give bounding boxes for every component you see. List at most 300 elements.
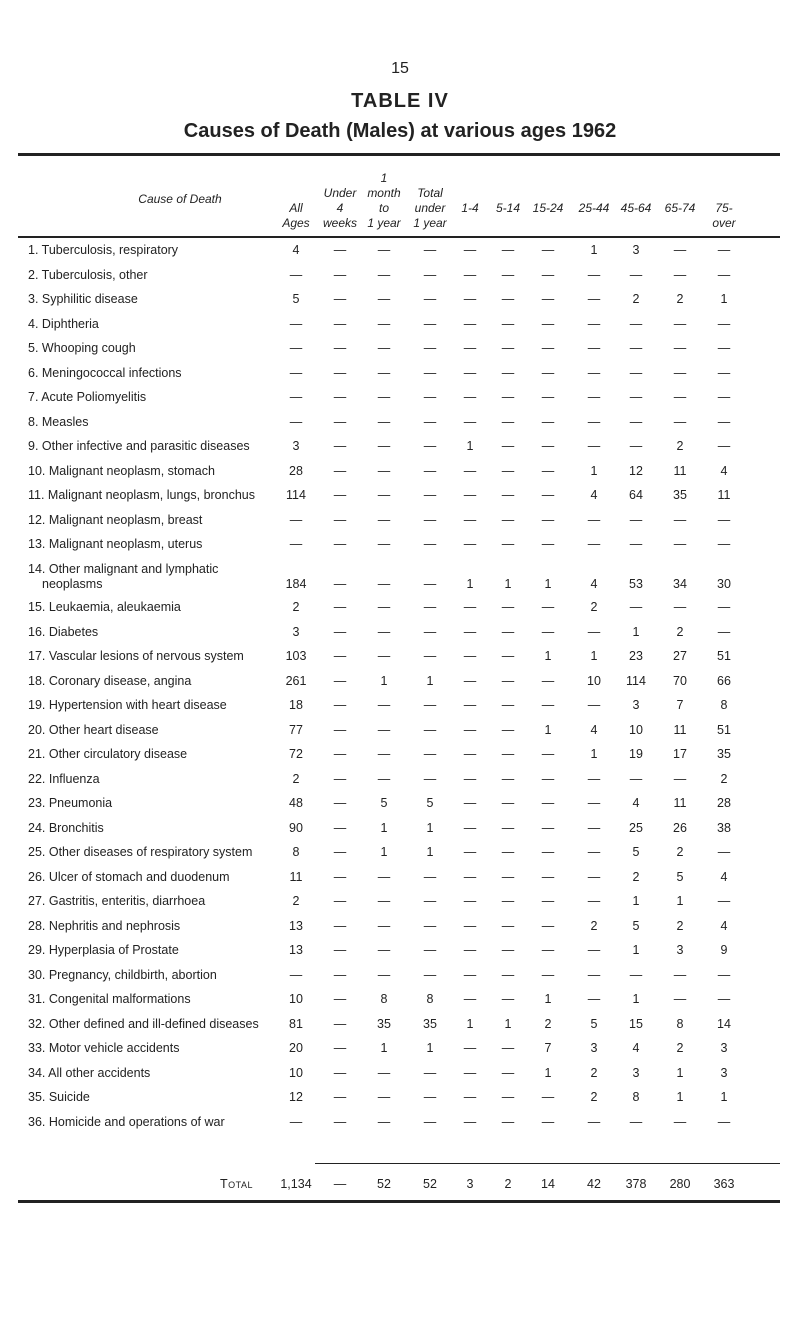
table-row [0, 796, 800, 818]
table-cell: — [463, 316, 477, 331]
table-cell: 11 [289, 869, 303, 884]
table-cell: — [587, 992, 601, 1006]
table-cell: — [333, 1065, 347, 1080]
table-row [0, 464, 800, 486]
table-cell: — [501, 1041, 515, 1055]
table-cell: — [423, 624, 437, 639]
table-cell: 7 [676, 698, 684, 712]
row-label: 10. Malignant neoplasm, stomach [28, 463, 215, 478]
table-cell: — [501, 243, 515, 257]
table-cell: — [333, 624, 347, 639]
table-cell: — [333, 649, 347, 663]
table-cell: 35 [377, 1016, 391, 1031]
table-cell: — [333, 576, 347, 591]
table-cell: — [501, 624, 515, 639]
table-row [0, 366, 800, 388]
table-cell: 90 [289, 820, 303, 835]
table-row [0, 268, 800, 290]
table-cell: — [717, 512, 731, 527]
table-row [0, 1041, 800, 1063]
table-cell: — [377, 316, 391, 331]
table-cell: — [423, 341, 437, 355]
table-cell: — [541, 820, 555, 835]
row-label: 16. Diabetes [28, 624, 99, 639]
table-cell: 2 [632, 292, 640, 306]
table-cell: 1 [504, 576, 512, 591]
table-cell: 3 [292, 624, 300, 639]
table-cell: — [463, 649, 477, 663]
table-cell: — [289, 512, 303, 527]
table-cell: 1 [426, 1041, 434, 1055]
table-cell: 4 [590, 576, 598, 591]
table-cell: — [289, 1114, 303, 1129]
table-cell: — [541, 796, 555, 810]
table-cell: — [377, 869, 391, 884]
table-cell: 261 [285, 673, 307, 688]
table-cell: — [377, 292, 391, 306]
table-cell: — [541, 869, 555, 884]
row-label: 5. Whooping cough [28, 341, 136, 355]
table-cell: — [717, 439, 731, 453]
table-cell: — [501, 894, 515, 908]
table-cell: — [501, 943, 515, 957]
table-cell: — [587, 414, 601, 429]
table-row [0, 992, 800, 1014]
table-cell: — [333, 1016, 347, 1031]
table-cell: — [289, 365, 303, 380]
table-cell: — [541, 267, 555, 282]
table-cell: — [587, 537, 601, 551]
table-cell: — [333, 243, 347, 257]
table-cell: 3 [676, 943, 684, 957]
table-cell: — [423, 600, 437, 614]
table-cell: 2 [676, 439, 684, 453]
table-row [0, 919, 800, 941]
table-cell: 9 [720, 943, 728, 957]
table-cell: — [629, 316, 643, 331]
table-cell: — [463, 992, 477, 1006]
table-cell: 2 [292, 600, 300, 614]
table-cell: — [673, 512, 687, 527]
row-label: 24. Bronchitis [28, 820, 104, 835]
table-cell: 4 [720, 463, 728, 478]
table-cell: — [629, 537, 643, 551]
row-label: 9. Other infective and parasitic diseases [28, 439, 250, 453]
table-cell: 48 [289, 796, 303, 810]
table-cell: — [587, 845, 601, 859]
table-cell: 8 [380, 992, 388, 1006]
table-cell: — [463, 624, 477, 639]
table-cell: — [423, 488, 437, 502]
table-row [0, 698, 800, 720]
table-cell: — [629, 771, 643, 786]
table-cell: — [587, 943, 601, 957]
table-cell: 1 [466, 439, 474, 453]
table-cell: — [541, 365, 555, 380]
table-cell: — [717, 624, 731, 639]
table-cell: 5 [676, 869, 684, 884]
table-cell: — [717, 414, 731, 429]
table-cell: — [377, 463, 391, 478]
table-cell: — [377, 537, 391, 551]
table-row [0, 292, 800, 314]
table-cell: — [423, 943, 437, 957]
table-cell: 8 [292, 845, 300, 859]
table-cell: — [541, 414, 555, 429]
table-cell: — [289, 341, 303, 355]
row-label: 18. Coronary disease, angina [28, 673, 192, 688]
table-cell: 4 [720, 869, 728, 884]
table-cell: — [717, 341, 731, 355]
table-row [0, 747, 800, 769]
table-cell: — [333, 537, 347, 551]
table-cell: — [629, 414, 643, 429]
table-cell: — [673, 267, 687, 282]
table-cell: — [333, 869, 347, 884]
table-cell: — [289, 537, 303, 551]
table-cell: — [423, 894, 437, 908]
table-cell: — [333, 488, 347, 502]
table-cell: — [463, 537, 477, 551]
table-cell: 5 [426, 796, 434, 810]
table-cell: 20 [289, 1041, 303, 1055]
table-cell: — [463, 869, 477, 884]
table-cell: — [541, 918, 555, 933]
table-cell: 1 [590, 649, 598, 663]
table-cell: — [333, 1041, 347, 1055]
table-cell: — [333, 747, 347, 761]
table-cell: — [673, 771, 687, 786]
table-cell: — [463, 1041, 477, 1055]
table-cell: 66 [717, 673, 731, 688]
table-subtitle: Causes of Death (Males) at various ages 1962 [183, 120, 617, 142]
table-cell: 1 [632, 894, 640, 908]
table-cell: 2 [720, 771, 728, 786]
table-cell: — [333, 698, 347, 712]
row-label: 4. Diphtheria [28, 316, 99, 331]
table-cell: 14 [717, 1016, 731, 1031]
column-header-all: All Ages [282, 201, 310, 230]
table-cell: — [541, 845, 555, 859]
table-cell: — [541, 439, 555, 453]
table-cell: — [717, 845, 731, 859]
table-cell: — [541, 698, 555, 712]
table-cell: — [541, 943, 555, 957]
table-cell: — [463, 488, 477, 502]
table-cell: 1 [504, 1016, 512, 1031]
table-cell: — [333, 365, 347, 380]
row-label: 8. Measles [28, 414, 89, 429]
table-cell: — [673, 1114, 687, 1129]
table-cell: 184 [285, 576, 307, 591]
row-label: 3. Syphilitic disease [28, 292, 138, 306]
table-cell: — [463, 967, 477, 982]
table-cell: 70 [673, 673, 687, 688]
table-cell: 11 [673, 796, 687, 810]
table-cell: — [629, 600, 643, 614]
table-cell: — [423, 267, 437, 282]
table-cell: 17 [673, 747, 687, 761]
table-cell: 1 [380, 673, 388, 688]
table-cell: — [541, 967, 555, 982]
table-cell: 3 [720, 1041, 728, 1055]
table-cell: — [463, 463, 477, 478]
table-cell: — [333, 390, 347, 404]
table-cell: 77 [289, 722, 303, 737]
table-cell: — [717, 365, 731, 380]
table-cell: — [501, 1090, 515, 1104]
table-cell: 38 [717, 820, 731, 835]
table-row [0, 341, 800, 363]
table-cell: 2 [676, 292, 684, 306]
row-label: 21. Other circulatory disease [28, 747, 188, 761]
table-cell: — [423, 722, 437, 737]
table-row [0, 894, 800, 916]
table-cell: 1 [544, 576, 552, 591]
total-cell: 2 [504, 1177, 512, 1191]
table-cell: — [501, 673, 515, 688]
column-header-a5_14: 5-14 [495, 201, 521, 215]
table-row [0, 1090, 800, 1112]
table-cell: — [541, 600, 555, 614]
table-cell: 35 [673, 488, 687, 502]
table-cell: — [463, 673, 477, 688]
page-number: 15 [391, 60, 409, 77]
table-cell: — [463, 747, 477, 761]
table-cell: — [587, 390, 601, 404]
row-label: 23. Pneumonia [28, 796, 113, 810]
table-cell: — [423, 243, 437, 257]
table-cell: 19 [629, 747, 643, 761]
table-cell: — [501, 1065, 515, 1080]
table-cell: — [501, 439, 515, 453]
table-cell: — [501, 1114, 515, 1129]
table-cell: — [501, 341, 515, 355]
table-cell: 28 [289, 463, 303, 478]
table-row [0, 600, 800, 622]
table-cell: 1 [632, 992, 640, 1006]
table-cell: — [501, 771, 515, 786]
table-cell: — [289, 390, 303, 404]
row-label: 13. Malignant neoplasm, uterus [28, 537, 203, 551]
table-cell: — [333, 341, 347, 355]
table-cell: 2 [292, 894, 300, 908]
table-cell: — [541, 463, 555, 478]
table-cell: 35 [717, 747, 731, 761]
column-header-a1_4: 1-4 [461, 201, 479, 215]
table-cell: 27 [673, 649, 687, 663]
row-label: 32. Other defined and ill-defined diseases [28, 1016, 259, 1031]
table-cell: — [377, 414, 391, 429]
table-cell: 1 [544, 722, 552, 737]
table-row [0, 1066, 800, 1088]
table-cell: 2 [676, 624, 684, 639]
table-cell: — [377, 243, 391, 257]
table-cell: — [377, 894, 391, 908]
table-cell: — [423, 439, 437, 453]
table-cell: 5 [632, 845, 640, 859]
table-cell: 1 [466, 1016, 474, 1031]
table-cell: — [377, 624, 391, 639]
table-cell: — [587, 967, 601, 982]
table-cell: 5 [632, 918, 640, 933]
table-cell: 1 [676, 894, 684, 908]
table-cell: — [629, 439, 643, 453]
table-cell: — [423, 512, 437, 527]
table-cell: — [587, 869, 601, 884]
table-cell: — [541, 243, 555, 257]
table-cell: — [289, 414, 303, 429]
table-cell: — [333, 292, 347, 306]
table-cell: — [501, 537, 515, 551]
table-row [0, 870, 800, 892]
total-cell: 378 [625, 1177, 647, 1191]
table-cell: 2 [676, 918, 684, 933]
table-cell: 1 [466, 576, 474, 591]
top-rule [18, 153, 780, 156]
table-cell: — [463, 267, 477, 282]
row-label: 29. Hyperplasia of Prostate [28, 943, 179, 957]
total-cell: 1,134 [280, 1177, 312, 1191]
column-header-u4w: Under 4 weeks [322, 186, 357, 230]
table-cell: — [333, 1090, 347, 1104]
column-header-a45_64: 45-64 [620, 201, 652, 215]
row-label: 2. Tuberculosis, other [28, 267, 148, 282]
column-header-cause: Cause of Death [138, 192, 222, 206]
table-cell: — [541, 512, 555, 527]
total-cell: 3 [466, 1177, 474, 1191]
table-row [0, 723, 800, 745]
table-cell: — [333, 673, 347, 688]
table-cell: — [629, 1114, 643, 1129]
table-cell: — [587, 771, 601, 786]
table-cell: — [541, 537, 555, 551]
table-cell: — [587, 894, 601, 908]
row-label: 30. Pregnancy, childbirth, abortion [28, 967, 217, 982]
table-cell: — [463, 292, 477, 306]
table-cell: — [501, 845, 515, 859]
table-cell: — [423, 365, 437, 380]
table-cell: 1 [426, 820, 434, 835]
table-cell: — [541, 292, 555, 306]
table-cell: 7 [544, 1041, 552, 1055]
table-cell: 12 [289, 1090, 303, 1104]
table-cell: — [333, 992, 347, 1006]
table-row [0, 943, 800, 965]
table-row [0, 439, 800, 461]
table-cell: 2 [590, 918, 598, 933]
table-cell: — [587, 316, 601, 331]
table-cell: — [673, 992, 687, 1006]
table-cell: — [333, 512, 347, 527]
table-cell: — [463, 1090, 477, 1104]
row-label: 6. Meningococcal infections [28, 365, 182, 380]
table-cell: 2 [676, 1041, 684, 1055]
table-cell: — [541, 390, 555, 404]
table-cell: 103 [285, 649, 307, 663]
row-label: 20. Other heart disease [28, 722, 159, 737]
table-cell: 13 [289, 918, 303, 933]
row-label: 27. Gastritis, enteritis, diarrhoea [28, 894, 206, 908]
table-cell: — [463, 722, 477, 737]
table-cell: — [501, 992, 515, 1006]
table-cell: 10 [289, 992, 303, 1006]
table-cell: 1 [590, 747, 598, 761]
table-cell: — [629, 341, 643, 355]
table-cell: — [423, 316, 437, 331]
table-cell: — [501, 316, 515, 331]
table-cell: — [377, 365, 391, 380]
table-cell: — [377, 943, 391, 957]
table-cell: — [333, 943, 347, 957]
table-cell: — [717, 316, 731, 331]
row-label: 15. Leukaemia, aleukaemia [28, 600, 181, 614]
table-cell: — [717, 537, 731, 551]
table-cell: — [501, 869, 515, 884]
table-cell: — [423, 649, 437, 663]
table-cell: 35 [423, 1016, 437, 1031]
table-cell: — [629, 512, 643, 527]
table-row [0, 243, 800, 265]
table-cell: — [333, 267, 347, 282]
table-cell: — [423, 537, 437, 551]
table-cell: 2 [544, 1016, 552, 1031]
table-cell: — [501, 390, 515, 404]
row-label: 33. Motor vehicle accidents [28, 1041, 180, 1055]
table-cell: — [717, 267, 731, 282]
total-cell: 42 [587, 1177, 601, 1191]
table-cell: — [587, 439, 601, 453]
table-cell: — [423, 698, 437, 712]
table-cell: — [541, 488, 555, 502]
table-title: TABLE IV [351, 90, 449, 112]
table-cell: 3 [720, 1065, 728, 1080]
total-cell: 52 [423, 1177, 437, 1191]
table-cell: — [463, 894, 477, 908]
table-row [0, 772, 800, 794]
table-cell: — [377, 1090, 391, 1104]
table-cell: — [377, 341, 391, 355]
total-cell: 280 [669, 1177, 691, 1191]
table-cell: — [501, 967, 515, 982]
table-cell: — [541, 771, 555, 786]
table-cell: 114 [286, 488, 306, 502]
table-cell: — [463, 1114, 477, 1129]
table-cell: 1 [544, 992, 552, 1006]
table-cell: — [541, 1114, 555, 1129]
table-cell: — [423, 1065, 437, 1080]
table-row [0, 415, 800, 437]
table-cell: — [673, 316, 687, 331]
table-cell: — [377, 267, 391, 282]
table-cell: 3 [632, 698, 640, 712]
column-header-a15_24: 15-24 [532, 201, 564, 215]
table-cell: — [463, 845, 477, 859]
table-cell: — [501, 600, 515, 614]
table-cell: — [423, 1090, 437, 1104]
table-cell: 10 [289, 1065, 303, 1080]
table-cell: 2 [676, 845, 684, 859]
table-cell: — [629, 365, 643, 380]
table-cell: 3 [292, 439, 300, 453]
table-cell: — [501, 292, 515, 306]
total-cell: 52 [377, 1177, 391, 1191]
table-cell: — [463, 600, 477, 614]
table-cell: — [333, 414, 347, 429]
table-row [0, 561, 800, 591]
table-cell: 1 [544, 1065, 552, 1080]
row-label: 22. Influenza [28, 771, 100, 786]
